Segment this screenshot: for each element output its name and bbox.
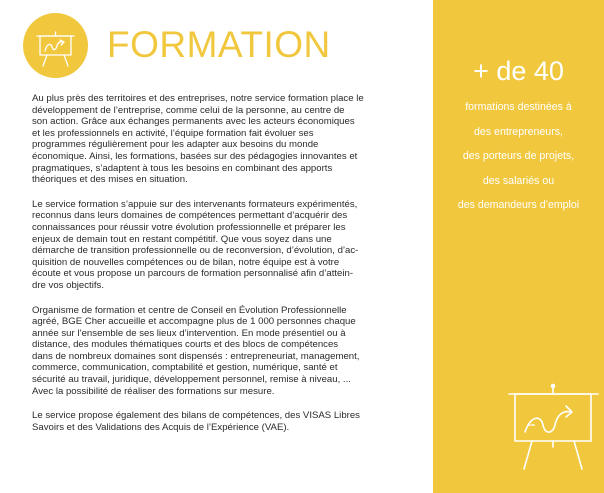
training-board-icon	[23, 13, 88, 78]
paragraph-line: agréé, BGE Cher accueille et accompagne plus de 1 000 personnes chaque	[32, 316, 356, 328]
stats-description	[433, 95, 604, 218]
paragraph-line: dre vos objectifs.	[32, 279, 104, 291]
paragraph-line: Organisme de formation et centre de Conseil en Évolution Professionnelle	[32, 304, 347, 316]
paragraph-line: Avec la possibilité de réaliser des formations sur mesure.	[32, 385, 275, 397]
paragraph	[32, 410, 415, 433]
paragraph-line: commerce, communication, comptabilité et gestion, numérique, santé et	[32, 362, 338, 374]
stats-line: des salariés ou	[482, 174, 555, 187]
stats-headline: + de 40	[473, 56, 564, 86]
paragraph-line: développement de l’entreprise, comme celui de la personne, au centre de	[32, 104, 345, 116]
paragraph-line: connaissances pour réussir votre évolution professionnelle et préparer les	[32, 221, 346, 233]
paragraph-line: reconnus dans leurs domaines de compétences permettant d’acquérir des	[32, 210, 348, 222]
paragraph-line: sécurité au travail, juridique, développement personnel, remise à niveau, ...	[32, 374, 351, 386]
stats-line: des porteurs de projets,	[462, 150, 575, 162]
paragraph-line: Savoirs et des Validations des Acquis de l’Expérience (VAE).	[32, 421, 290, 433]
header-badge	[23, 13, 88, 78]
paragraph-line: son action. Grâce aux échanges permanents avec les acteurs économiques	[32, 116, 355, 128]
training-board-icon	[505, 383, 601, 473]
paragraph-line: enjeux de demain tout en restant compétitif. Que vous soyez dans une	[32, 233, 332, 245]
paragraph-line: quisition de nouvelles compétences ou de bilan, notre équipe est à votre	[32, 256, 340, 268]
stats-line: des demandeurs d’emploi	[457, 199, 580, 211]
paragraph-line: dans de nombreux domaines sont dispensés : entrepreneuriat, management,	[32, 350, 360, 362]
page-title: FORMATION	[107, 24, 331, 65]
paragraph	[32, 93, 415, 186]
paragraph-line: année sur l’ensemble de ses lieux d’intervention. En mode présentiel ou à	[32, 327, 346, 339]
paragraph-line: pragmatiques, s’adaptent à tous les besoins en combinant des apports	[32, 162, 333, 174]
paragraph-line: Le service formation s’appuie sur des intervenants formateurs expérimentés,	[32, 198, 358, 210]
stats-line: formations destinées à	[465, 101, 572, 113]
paragraph-line: et les professionnels en activité, l’équipe formation fait évoluer ses	[32, 127, 314, 139]
paragraph	[32, 199, 415, 292]
paragraph-line: théoriques et des mises en situation.	[32, 174, 188, 186]
paragraph-line: programmes régulièrement pour les adapter aux besoins du monde	[32, 139, 319, 151]
paragraph-line: distance, des modules thématiques courts et des blocs de compétences	[32, 339, 339, 351]
paragraph-line: démarche de transition professionnelle ou de reconversion, d’évolution, d’ac-	[32, 245, 359, 257]
paragraph-line: Au plus près des territoires et des entreprises, notre service formation place le	[32, 93, 364, 104]
stats-line: des entrepreneurs,	[474, 125, 563, 138]
paragraph-line: Le service propose également des bilans de compétences, des VISAS Libres	[32, 410, 360, 422]
paragraph-line: écoute et vous propose un parcours de formation personnalisé afin d’attein-	[32, 268, 354, 280]
paragraph-line: économique. Ainsi, les formations, basées sur des pédagogies innovantes et	[32, 150, 358, 162]
paragraph	[32, 305, 415, 398]
body-text	[32, 93, 415, 433]
stats-sidebar	[433, 0, 604, 493]
